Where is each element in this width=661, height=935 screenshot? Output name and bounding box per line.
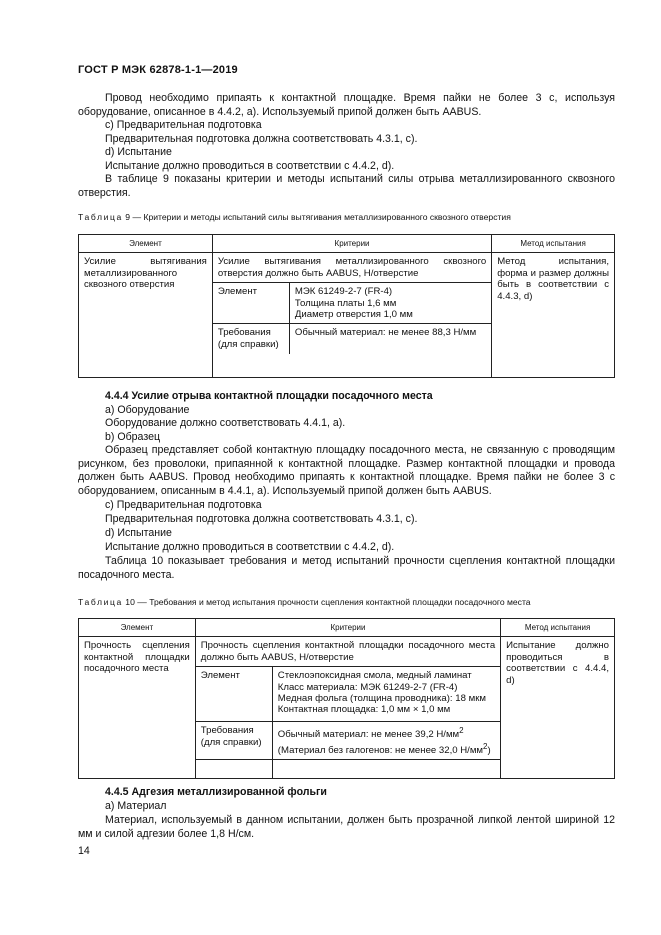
table9-method-cell: Метод испытания, форма и размер должны быть в соответствии с 4.4.3, d) (492, 253, 615, 378)
table10-req-label: Требования (для справки) (196, 722, 273, 760)
table10-sub-line-2: Класс материала: МЭК 61249-2-7 (FR-4) (277, 681, 458, 693)
intro-paragraph: Провод необходимо припаять к контактной площадке. Время пайки не более 3 с, используя оборудование, описанное в 4.4.2, а). Используемый припой должен быть AABUS. (78, 92, 615, 118)
table9-subtable (213, 282, 491, 354)
table10-caption-text: 10 –– Требования и метод испытания прочности сцепления контактной площадки посадочного места (125, 597, 531, 607)
intro-c-text: Предварительная подготовка должна соответствовать 4.3.1, с). (105, 133, 418, 145)
table9-header-criteria: Критерии (212, 235, 491, 253)
table10-header-method: Метод испытания (501, 619, 615, 637)
table10-sub-line-1: Стеклоэпоксидная смола, медный ламинат (277, 670, 472, 682)
table9-caption-prefix: Таблица (78, 212, 123, 222)
table10-req-line-2-text: (Материал без галогенов: не менее 32,0 Н/мм (277, 745, 484, 756)
table10-header-criteria: Критерии (195, 619, 500, 637)
table10-sub-line-3: Медная фольга (толщина проводника): 18 мкм (277, 693, 486, 705)
table10-sub-line-4: Контактная площадка: 1,0 мм × 1,0 мм (277, 704, 451, 716)
table10-element-cell: Прочность сцепления контактной площадки посадочного места (79, 637, 196, 779)
table10-method-cell: Испытание должно проводиться в соответствии с 4.4.4, d) (501, 637, 615, 779)
table10-req-line-1-sup: 2 (459, 726, 464, 736)
table9-sub-line-2: Толщина платы 1,6 мм (294, 297, 397, 309)
table10-subtable (196, 666, 500, 778)
page-number: 14 (78, 845, 90, 857)
intro-c-title: c) Предварительная подготовка (105, 119, 262, 131)
table10-req-line-2 (278, 741, 495, 757)
table10-empty-left (196, 760, 273, 779)
table10-empty-right (272, 760, 500, 779)
table9-caption-text: 9 — Критерии и методы испытаний силы вытягивания металлизированного сквозного отверстия (125, 212, 511, 222)
table9-sub-element-values (289, 283, 491, 324)
table9-criteria-main: Усилие вытягивания металлизированного сквозного отверстия должно быть AABUS, Н/отверстие (217, 256, 487, 279)
section-444-heading: 4.4.4 Усилие отрыва контактной площадки посадочного места (105, 390, 433, 402)
table10-criteria-main: Прочность сцепления контактной площадки посадочного места должно быть AABUS, Н/отверстие (200, 640, 496, 663)
table9-element-cell: Усилие вытягивания металлизированного сквозного отверстия (79, 253, 213, 378)
table9-criteria-cell (212, 253, 491, 378)
table10-req-line-1 (278, 725, 495, 741)
s445-a-text: Материал, используемый в данном испытании, должен быть прозрачной липкой лентой шириной 12 мм и силой адгезии более 1,8 Н/см. (78, 814, 615, 840)
s444-b-text: Образец представляет собой контактную площадку посадочного места, не связанную с проводящим рисунком, без проволоки, припаянной к контактной площадке. Размер контактной площадки и провода должен быть AABUS. Провод необходимо припаять к контактной площадке. Время пайки не более 3 с оборудованием, описанным в 4.4.1, а). Используемый припой должен быть AABUS. (78, 444, 615, 497)
table9-sub-line-1: МЭК 61249-2-7 (FR-4) (294, 286, 393, 298)
table9-req-value: Обычный материал: не менее 88,3 Н/мм (289, 324, 491, 355)
table9-header-method: Метод испытания (492, 235, 615, 253)
table10-sub-element-label: Элемент (196, 667, 273, 722)
table9-sub-element-label: Элемент (213, 283, 290, 324)
table10-caption-prefix: Таблица (78, 597, 123, 607)
table10-req-values (272, 722, 500, 760)
intro-d-text: Испытание должно проводиться в соответствии с 4.4.2, d). (105, 160, 395, 172)
s444-d-title: d) Испытание (105, 527, 172, 539)
table-9 (78, 234, 615, 378)
table-10 (78, 618, 615, 779)
table10-caption (78, 597, 618, 608)
intro-d-title: d) Испытание (105, 146, 172, 158)
document-header: ГОСТ Р МЭК 62878-1-1—2019 (78, 64, 238, 76)
section-445-heading: 4.4.5 Адгезия металлизированной фольги (105, 786, 327, 798)
table10-criteria-cell (195, 637, 500, 779)
s444-table-ref: Таблица 10 показывает требования и метод испытаний прочности сцепления контактной площадки посадочного места. (78, 555, 615, 581)
table9-sub-line-3: Диаметр отверстия 1,0 мм (294, 309, 413, 321)
table9-req-label: Требования (для справки) (213, 324, 290, 355)
s445-a-title: а) Материал (105, 800, 167, 812)
table9-header-element: Элемент (79, 235, 213, 253)
s444-d-text: Испытание должно проводиться в соответствии с 4.4.2, d). (105, 541, 395, 553)
s444-b-title: b) Образец (105, 431, 161, 443)
s444-a-text: Оборудование должно соответствовать 4.4.1, а). (105, 417, 346, 429)
table10-req-line-2-sup: 2 (483, 741, 488, 751)
table10-header-element: Элемент (79, 619, 196, 637)
intro-table-ref: В таблице 9 показаны критерии и методы испытаний силы отрыва металлизированного сквозного отверстия. (78, 173, 615, 199)
table10-req-line-2-end: ) (487, 745, 491, 756)
s444-c-text: Предварительная подготовка должна соответствовать 4.3.1, с). (105, 513, 418, 525)
table10-req-line-1-text: Обычный материал: не менее 39,2 Н/мм (277, 729, 460, 741)
s444-a-title: а) Оборудование (105, 404, 190, 416)
table9-caption (78, 212, 618, 223)
s444-c-title: c) Предварительная подготовка (105, 499, 262, 511)
table10-sub-element-values (272, 667, 500, 722)
